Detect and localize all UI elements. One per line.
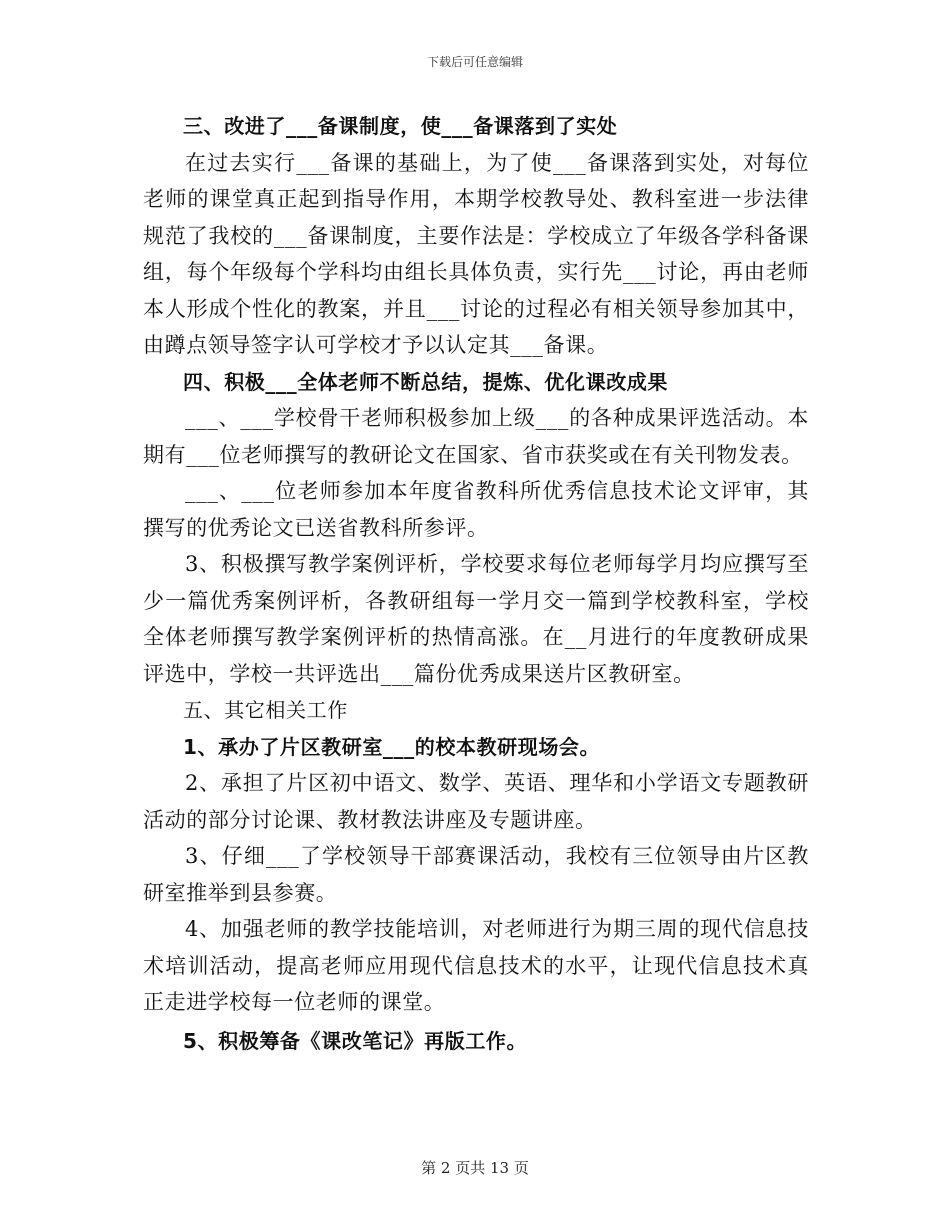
- section-heading-5: 五、其它相关工作: [183, 698, 348, 722]
- other-work-item-1: 1、承办了片区教研室___的校本教研现场会。: [183, 734, 601, 759]
- other-work-item-4: 4、加强老师的教学技能培训，对老师进行为期三周的现代信息技术培训活动，提高老师应用现代信息技术的水平，让现代信息技术真正走进学校每一位老师的课堂。: [143, 917, 809, 1014]
- document-body: [143, 108, 809, 1059]
- page-header: 下载后可任意编辑: [426, 55, 523, 69]
- page-footer: 第 2 页共 13 页: [421, 1159, 529, 1177]
- paragraph-achievement-2: ___、___位老师参加本年度省教科所优秀信息技术论文评审，其撰写的优秀论文已送省教科所参评。: [143, 479, 809, 540]
- section-heading-3: 三、改进了___备课制度，使___备课落到了实处: [183, 114, 618, 138]
- other-work-item-3: 3、仔细___了学校领导干部赛课活动，我校有三位领导由片区教研室推举到县参赛。: [143, 844, 809, 905]
- paragraph-achievement-3: 3、积极撰写教学案例评析，学校要求每位老师每学月均应撰写至少一篇优秀案例评析，各教研组每一学月交一篇到学校教科室，学校全体老师撰写教学案例评析的热情高涨。在__月进行的年度教研成果评选中，学校一共评选出___篇份优秀成果送片区教研室。: [143, 552, 809, 686]
- paragraph-lesson-prep: 在过去实行___备课的基础上，为了使___备课落到实处，对每位老师的课堂真正起到指导作用，本期学校教导处、教科室进一步法律规范了我校的___备课制度，主要作法是：学校成立了年级各学科备课组，每个年级每个学科均由组长具体负责，实行先___讨论，再由老师本人形成个性化的教案，并且___讨论的过程必有相关领导参加其中，由蹲点领导签字认可学校才予以认定其___备课。: [143, 150, 809, 357]
- paragraph-achievement-1: ___、___学校骨干老师积极参加上级___的各种成果评选活动。本期有___位老师撰写的教研论文在国家、省市获奖或在有关刊物发表。: [143, 406, 809, 467]
- other-work-item-2: 2、承担了片区初中语文、数学、英语、理华和小学语文专题教研活动的部分讨论课、教材教法讲座及专题讲座。: [143, 771, 809, 832]
- section-heading-4: 四、积极___全体老师不断总结，提炼、优化课改成果: [183, 369, 668, 394]
- other-work-item-5: 5、积极筹备《课改笔记》再版工作。: [183, 1028, 528, 1053]
